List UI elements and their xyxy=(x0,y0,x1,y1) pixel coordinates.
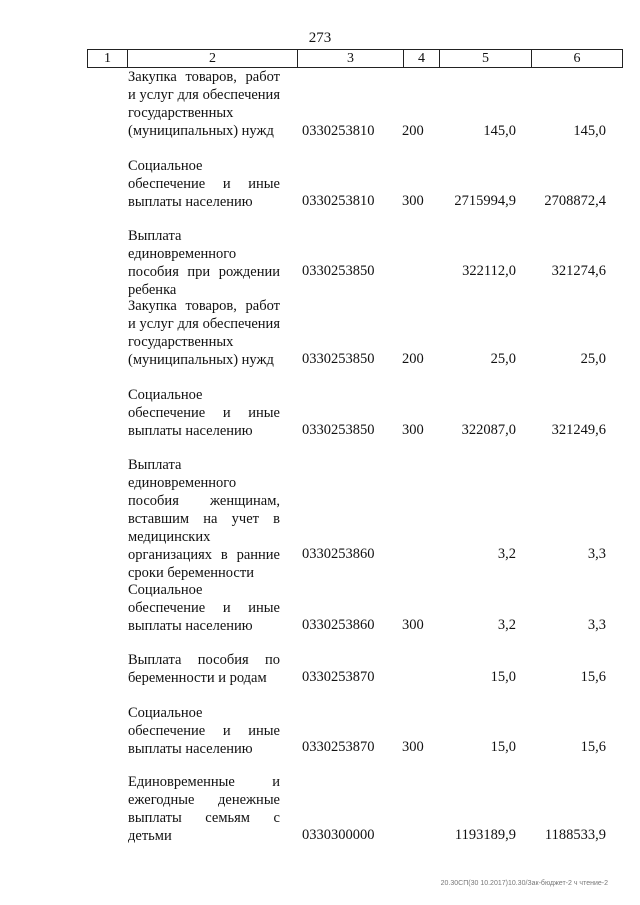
row-expense-type: 200 xyxy=(402,351,424,367)
row-sum-5: 322087,0 xyxy=(461,422,516,438)
row-description: Закупка товаров, работ и услуг для обеспечения государственных (муниципальных) нужд xyxy=(128,69,280,139)
row-sum-6: 2708872,4 xyxy=(544,193,606,209)
row-description: Единовременные и ежегодные денежные выплаты семьям с детьми xyxy=(128,774,280,844)
row-code: 0330253850 xyxy=(302,351,375,367)
row-code: 0330253870 xyxy=(302,669,375,685)
row-sum-6: 145,0 xyxy=(573,123,606,139)
row-sum-6: 25,0 xyxy=(580,351,606,367)
row-expense-type: 300 xyxy=(402,617,424,633)
row-sum-5: 145,0 xyxy=(483,123,516,139)
row-code: 0330300000 xyxy=(302,827,375,843)
row-expense-type: 300 xyxy=(402,193,424,209)
row-sum-5: 15,0 xyxy=(490,739,516,755)
header-col-2: 2 xyxy=(127,49,297,68)
row-description: Социальное обеспечение и иные выплаты населению xyxy=(128,158,280,210)
row-description: Выплата пособия по беременности и родам xyxy=(128,652,280,686)
row-code: 0330253860 xyxy=(302,546,375,562)
row-expense-type: 200 xyxy=(402,123,424,139)
row-sum-6: 15,6 xyxy=(580,739,606,755)
row-sum-5: 322112,0 xyxy=(462,263,516,279)
header-col-6: 6 xyxy=(531,49,623,68)
page-number: 273 xyxy=(308,30,332,46)
row-code: 0330253860 xyxy=(302,617,375,633)
header-col-5: 5 xyxy=(439,49,531,68)
document-footer-code: 20.30СП(30 10.2017)10.30/Зак-бюджет-2 ч чтение-2 xyxy=(440,880,608,887)
row-description: Закупка товаров, работ и услуг для обеспечения государственных (муниципальных) нужд xyxy=(128,298,280,368)
row-sum-6: 3,3 xyxy=(587,617,606,633)
row-sum-5: 3,2 xyxy=(497,546,516,562)
row-code: 0330253810 xyxy=(302,123,375,139)
row-sum-6: 15,6 xyxy=(580,669,606,685)
header-col-4: 4 xyxy=(403,49,439,68)
row-sum-5: 15,0 xyxy=(490,669,516,685)
row-code: 0330253850 xyxy=(302,422,375,438)
row-sum-6: 321274,6 xyxy=(551,263,606,279)
row-code: 0330253850 xyxy=(302,263,375,279)
table-header xyxy=(87,49,623,67)
row-description: Социальное обеспечение и иные выплаты населению xyxy=(128,705,280,757)
row-description: Выплата единовременного пособия женщинам, вставшим на учет в медицинских организациях в ранние сроки беременности xyxy=(128,457,280,581)
row-code: 0330253870 xyxy=(302,739,375,755)
header-col-3: 3 xyxy=(297,49,403,68)
header-col-1: 1 xyxy=(87,49,127,68)
row-description: Социальное обеспечение и иные выплаты населению xyxy=(128,387,280,439)
row-sum-5: 1193189,9 xyxy=(454,827,516,843)
row-sum-6: 321249,6 xyxy=(551,422,606,438)
row-sum-5: 25,0 xyxy=(490,351,516,367)
row-sum-5: 2715994,9 xyxy=(454,193,516,209)
row-code: 0330253810 xyxy=(302,193,375,209)
row-sum-6: 3,3 xyxy=(587,546,606,562)
row-sum-5: 3,2 xyxy=(497,617,516,633)
row-description: Социальное обеспечение и иные выплаты населению xyxy=(128,582,280,634)
row-expense-type: 300 xyxy=(402,422,424,438)
row-sum-6: 1188533,9 xyxy=(544,827,606,843)
row-description: Выплата единовременного пособия при рождении ребенка xyxy=(128,228,280,298)
row-expense-type: 300 xyxy=(402,739,424,755)
